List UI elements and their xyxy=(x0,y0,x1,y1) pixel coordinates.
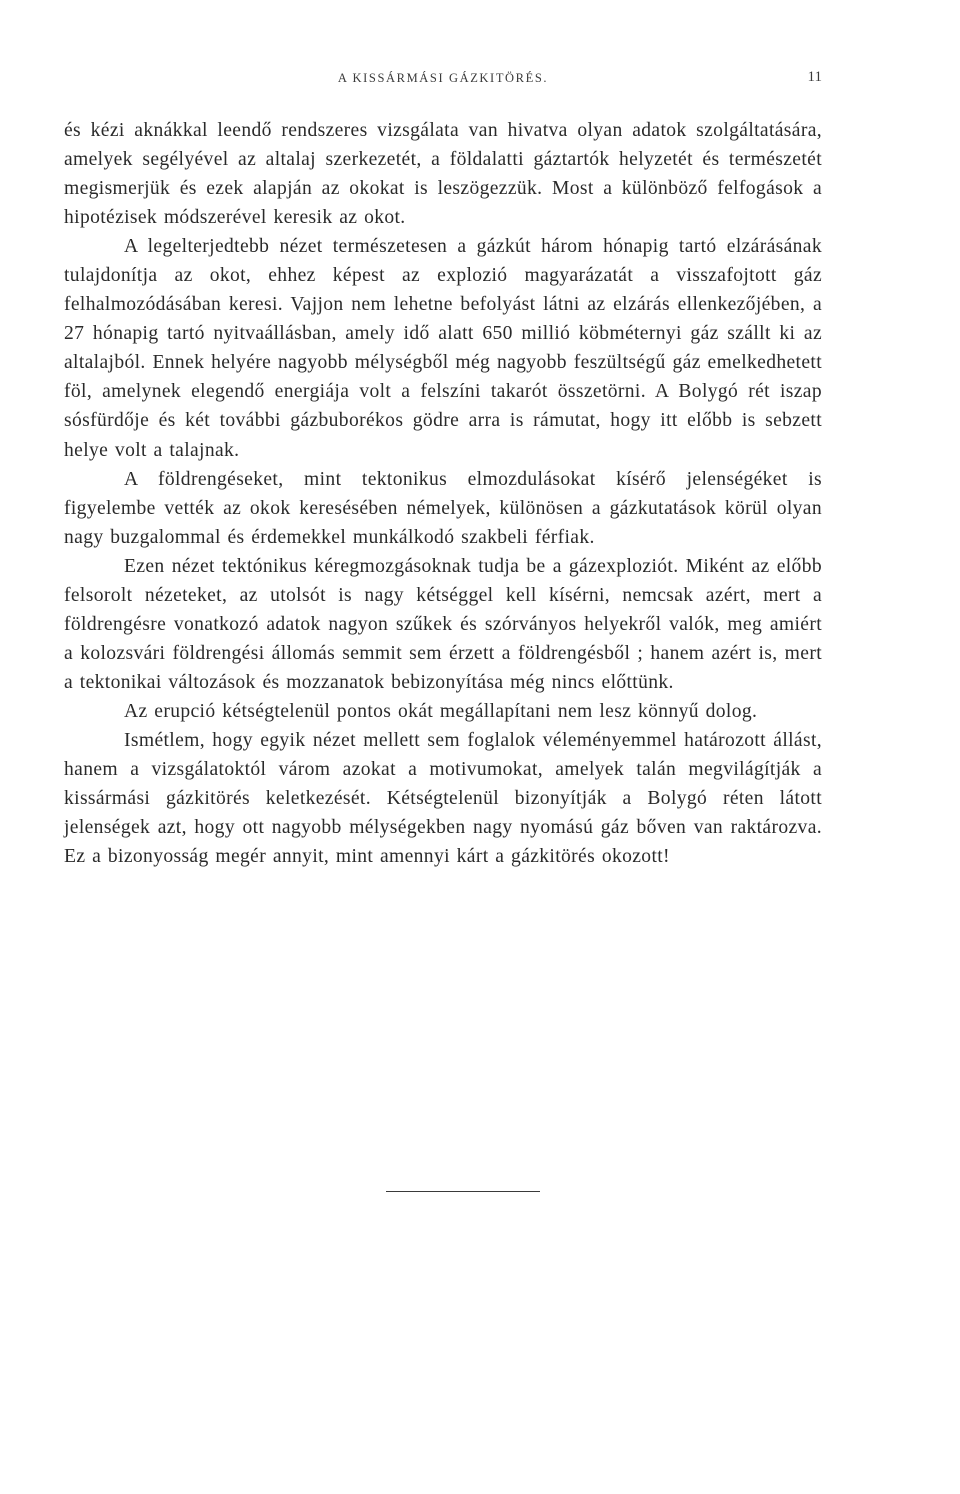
paragraph-tectonic-view: Ezen nézet tektónikus kéregmozgásoknak tudja be a gázexploziót. Miként az előbb felsorolt nézeteket, az utolsót is nagy kétséggel kell kísérni, nemcsak azért, mert a földrengésre vonatkozó adatok nagyon szűkek és szórványos helyekről valók, meg amiért a kolozsvári földrengési állomás semmit sem érzett a földrengésből ; hanem azért is, mert a tektonikai változások és mozzanatok bebizonyítása még nincs előttünk. xyxy=(64,555,822,693)
paragraph-prevailing-view: A legelterjedtebb nézet természetesen a gázkút három hónapig tartó elzárásának tulajdonítja az okot, ehhez képest az explozió magyarázatát a visszafojtott gáz felhalmozódásában keresi. Vajjon nem lehetne befolyást látni az elzárás ellenkezőjében, a 27 hónapig tartó nyitvaállásban, amely idő alatt 650 millió köbméternyi gáz szállt ki az altalajból. Ennek helyére nagyobb mélységből még nagyobb feszültségű gáz emelkedhetett föl, amelynek elegendő energiája volt a felszíni takarót összetörni. A Bolygó rét iszap sósfürdője és két további gázbuborékos gödre arra is rámutat, hogy itt előbb is sebzett helye volt a talajnak. xyxy=(64,236,822,461)
running-title: A KISSÁRMÁSI GÁZKITÖRÉS. xyxy=(337,71,549,85)
section-end-rule xyxy=(386,1191,540,1192)
paragraph-continuation: és kézi aknákkal leendő rendszeres vizsgálata van hivatva olyan adatok szolgáltatására, amelyek segélyével az altalaj szerkezetét, a földalatti gáztartók helyzetét és természetét megismerjük és ezek alapján az okokat is leszögezzük. Most a különböző felfogások a hipotézisek módszerével keresik az okot. xyxy=(64,120,822,229)
paragraph-eruption-cause: Az erupció kétségtelenül pontos okát megállapítani nem lesz könnyű dolog. xyxy=(124,700,758,722)
running-head xyxy=(64,71,822,91)
paragraph-conclusion: Ismétlem, hogy egyik nézet mellett sem foglalok véleményemmel határozott állást, hanem a vizsgálatoktól várom azokat a motivumokat, amelyek talán megvilágítják a kissármási gázkitörés keletkezését. Kétségtelenül bizonyítják a Bolygó réten látott jelenségek azt, hogy ott nagyobb mélységekben nagy nyomású gáz bőven van raktározva. Ez a bizonyosság megér annyit, mint amennyi kárt a gázkitörés okozott! xyxy=(64,729,822,868)
page-number: 11 xyxy=(807,69,822,85)
paragraph-earthquakes: A földrengéseket, mint tektonikus elmozdulásokat kísérő jelenségéket is figyelembe vették az okok keresésében némelyek, különösen a gázkutatások körül olyan nagy buzgalommal és érdemekkel munkálkodó szakbeli férfiak. xyxy=(64,468,822,548)
body-text xyxy=(64,116,822,871)
